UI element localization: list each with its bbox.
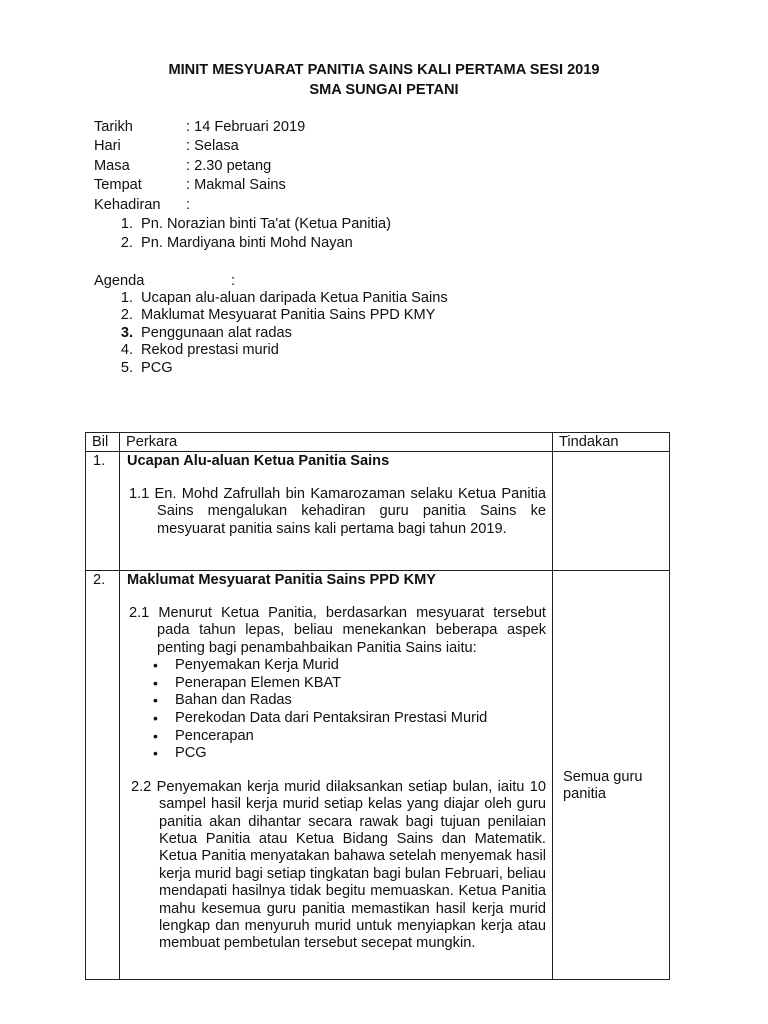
list-item: 2. Pn. Mardiyana binti Mohd Nayan	[120, 235, 353, 252]
list-item: • Bahan dan Radas	[175, 692, 546, 710]
header-bil: Bil	[86, 433, 120, 452]
list-item: 4. Rekod prestasi murid	[120, 342, 279, 359]
list-item: • Pencerapan	[175, 728, 546, 746]
row-number: 2.	[86, 571, 120, 980]
minutes-table	[85, 432, 670, 980]
meta-attendance: Kehadiran :	[94, 196, 191, 213]
table-row	[86, 452, 670, 571]
agenda-section	[94, 272, 448, 377]
list-item: 2. Maklumat Mesyuarat Panitia Sains PPD KMY	[120, 307, 436, 324]
list-item: • Penyemakan Kerja Murid	[175, 657, 546, 675]
list-item: • Penerapan Elemen KBAT	[175, 675, 546, 693]
header-perkara: Perkara	[120, 433, 553, 452]
row-content	[120, 452, 553, 571]
meta-time: Masa : 2.30 petang	[94, 157, 272, 174]
list-item: • PCG	[175, 745, 546, 763]
item-paragraph: 2.1 Menurut Ketua Panitia, berdasarkan mesyuarat tersebut pada tahun lepas, beliau menekankan beberapa aspek penting bagi penambahbaikan Panitia Sains iaitu:	[129, 605, 546, 656]
list-item: • Perekodan Data dari Pentaksiran Prestasi Murid	[175, 710, 546, 728]
action-text: Semua guru panitia	[563, 768, 643, 802]
document-title: MINIT MESYUARAT PANITIA SAINS KALI PERTAMA SESI 2019	[168, 62, 600, 78]
item-paragraph: 1.1 En. Mohd Zafrullah bin Kamarozaman selaku Ketua Panitia Sains mengalukan kehadiran guru panitia Sains ke mesyuarat panitia sains kali pertama bagi tahun 2019.	[129, 486, 546, 537]
list-item: 1. Ucapan alu-aluan daripada Ketua Panitia Sains	[120, 290, 448, 306]
table-header-row	[86, 433, 670, 452]
meta-day: Hari : Selasa	[94, 138, 239, 155]
list-item: 5. PCG	[120, 359, 173, 376]
bullet-list	[127, 657, 546, 763]
list-item: 1. Pn. Norazian binti Ta'at (Ketua Panitia)	[120, 215, 391, 232]
meta-venue: Tempat : Makmal Sains	[94, 177, 286, 194]
row-action	[553, 571, 670, 980]
table-row	[86, 571, 670, 980]
meta-date: Tarikh : 14 Februari 2019	[94, 119, 306, 135]
list-item: 3. Penggunaan alat radas	[120, 324, 292, 341]
item-title: Maklumat Mesyuarat Panitia Sains PPD KMY	[127, 572, 436, 588]
header-tindakan: Tindakan	[553, 433, 670, 452]
item-paragraph: 2.2 Penyemakan kerja murid dilaksankan setiap bulan, iaitu 10 sampel hasil kerja murid setiap kelas yang diajar oleh guru panitia akan dihantar secara rawak bagi tujuan penilaian Ketua Panitia atau Ketua Bidang Sains dan Matematik. Ketua Panitia menyatakan bahawa setelah menyemak hasil kerja murid bagi setiap tingkatan bagi bulan Februari, beliau mendapati hasilnya tidak begitu memuaskan. Ketua Panitia mahu kesemua guru panitia memastikan hasil kerja murid lengkap dan menyuruh murid untuk menyiapkan kerja atau membuat pembetulan tersebut secepat mungkin.	[131, 778, 546, 952]
item-title: Ucapan Alu-aluan Ketua Panitia Sains	[127, 453, 390, 469]
meeting-details	[94, 118, 391, 254]
row-action	[553, 452, 670, 571]
row-number: 1.	[86, 452, 120, 571]
agenda-list	[94, 290, 448, 377]
row-content	[120, 571, 553, 980]
school-name: SMA SUNGAI PETANI	[309, 82, 459, 98]
agenda-heading: Agenda :	[94, 273, 236, 289]
attendee-list	[94, 215, 391, 254]
